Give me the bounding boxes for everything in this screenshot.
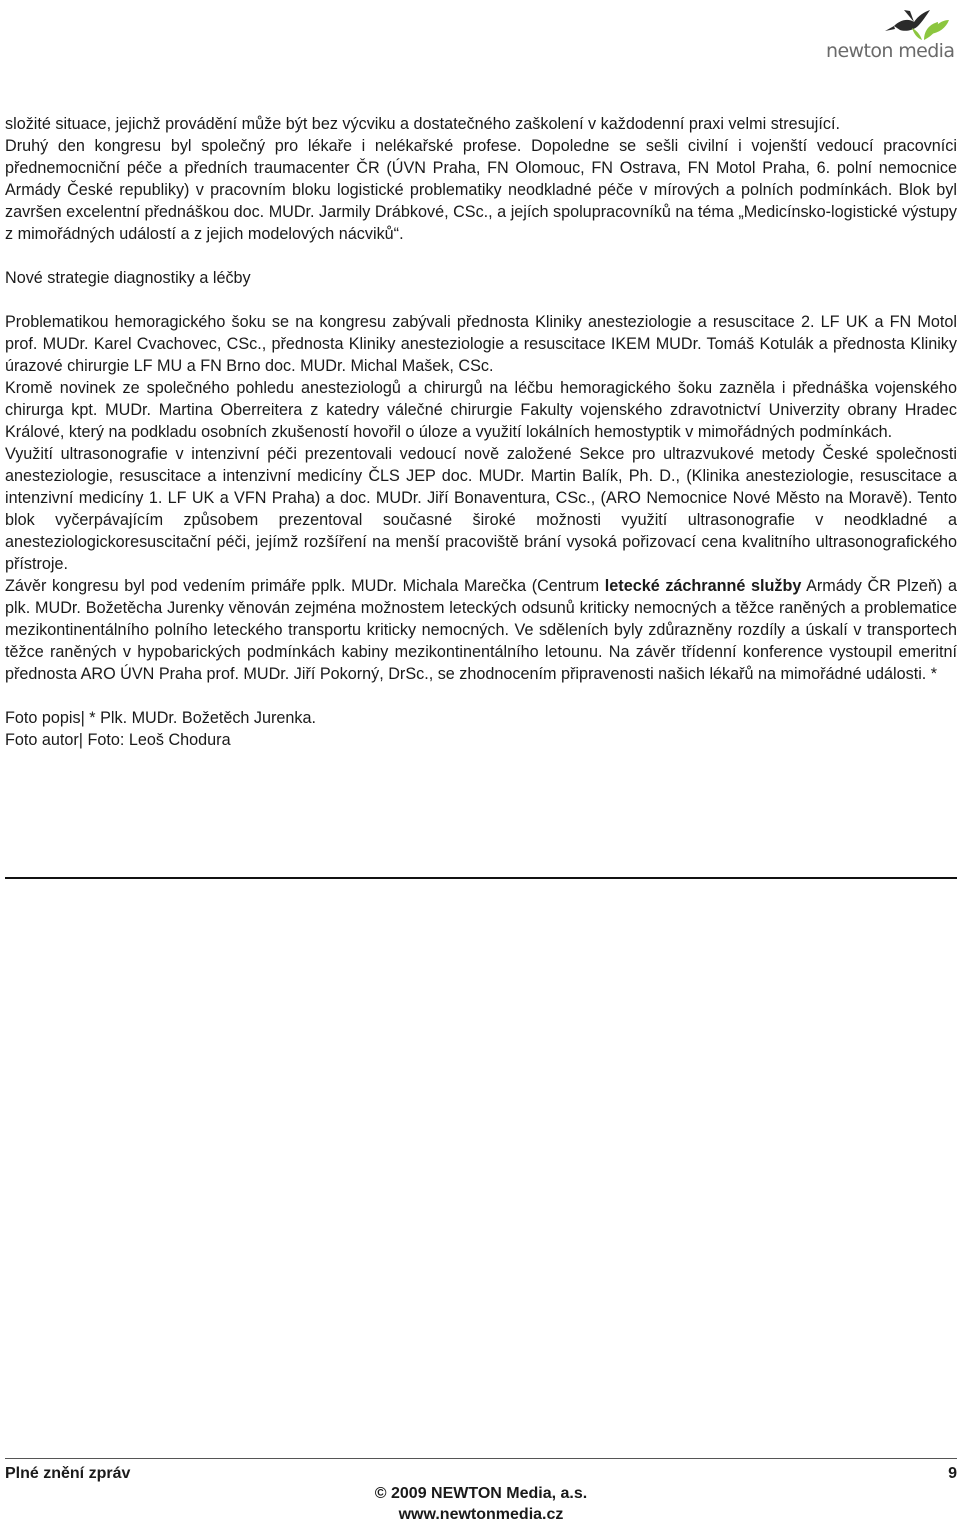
page-number: 9 bbox=[948, 1465, 957, 1482]
hummingbird-leaf-icon bbox=[884, 4, 950, 42]
photo-author: Foto autor| Foto: Leoš Chodura bbox=[5, 731, 231, 749]
paragraph-text: Armády ČR Plzeň) a plk. MUDr. Božetěcha Jurenky věnován zejména možnostem leteckých odsunů kriticky nemocných a těžce raněných a problematice mezikontinentálního polního leteckého transportu kriticky nemocných. Ve sděleních byly zdůrazněny rozdíly a úskalí v transportech těžce raněných v hypobarických podmínkách kabiny mezikontinentálního letounu. Na závěr třídenní konference vystoupil emeritní přednosta ARO ÚVN Praha prof. MUDr. Jiří Pokorný, DrSc., se zhodnocením připravenosti našich lékařů na mimořádné události. * bbox=[5, 577, 957, 683]
bold-phrase: letecké záchranné služby bbox=[604, 577, 802, 595]
copyright-notice: © 2009 NEWTON Media, a.s. bbox=[374, 1485, 588, 1502]
article-body bbox=[5, 113, 957, 751]
footer-label: Plné znění zpráv bbox=[5, 1465, 131, 1482]
logo-wordmark: newton media bbox=[826, 40, 955, 62]
footer-divider bbox=[5, 1458, 957, 1459]
paragraph bbox=[5, 575, 957, 685]
paragraph: složité situace, jejichž provádění může být bez výcviku a dostatečného zaškolení v každodenní praxi velmi stresující. bbox=[5, 115, 840, 133]
paragraph-text: Závěr kongresu byl pod vedením primáře pplk. MUDr. Michala Marečka (Centrum bbox=[5, 577, 605, 595]
photo-caption: Foto popis| * Plk. MUDr. Božetěch Jurenka. bbox=[5, 709, 317, 727]
section-subheading: Nové strategie diagnostiky a léčby bbox=[5, 269, 251, 287]
paragraph: Využití ultrasonografie v intenzivní péči prezentovali vedoucí nově založené Sekce pro ultrazvukové metody České společnosti anesteziologie, resuscitace a intenzivní medicíny ČLS JEP doc. MUDr. Martin Balík, Ph. D., (Klinika anesteziologie, resuscitace a intenzivní medicíny 1. LF UK a VFN Praha) a doc. MUDr. Jiří Bonaventura, CSc., (ARO Nemocnice Nové Město na Moravě). Tento blok vyčerpávajícím způsobem prezentoval současné široké možnosti využití ultrasonografie v neodkladné a anesteziologickoresuscitační péči, jejímž rozšíření na menší pracoviště brání vysoká pořizovací cena kvalitního ultrasonografického přístroje. bbox=[5, 445, 957, 573]
paragraph: Kromě novinek ze společného pohledu anesteziologů a chirurgů na léčbu hemoragického šoku zazněla i přednáška vojenského chirurga kpt. MUDr. Martina Oberreitera z katedry válečné chirurgie Fakulty vojenského zdravotnictví Univerzity obrany Hradec Králové, který na podkladu osobních zkušeností hovořil o úloze a využití lokálních hemostyptik v mimořádných podmínkách. bbox=[5, 379, 957, 441]
article-end-divider bbox=[5, 877, 957, 879]
website-link[interactable]: www.newtonmedia.cz bbox=[398, 1506, 564, 1523]
paragraph: Druhý den kongresu byl společný pro lékaře i nelékařské profese. Dopoledne se sešli civilní i vojenští vedoucí pracovníci přednemocniční péče a předních traumacenter ČR (ÚVN Praha, FN Olomouc, FN Ostrava, FN Motol Praha, 6. polní nemocnice Armády České republiky) v pracovním bloku logistické problematiky neodkladné péče v mírových a polních podmínkách. Blok byl završen excelentní přednáškou doc. MUDr. Jarmily Drábkové, CSc., a jejích spolupracovníků na téma „Medicínsko-logistické výstupy z mimořádných událostí a z jejich modelových nácviků“. bbox=[5, 137, 957, 243]
page-footer bbox=[5, 1463, 957, 1523]
paragraph: Problematikou hemoragického šoku se na kongresu zabývali přednosta Kliniky anesteziologie a resuscitace 2. LF UK a FN Motol prof. MUDr. Karel Cvachovec, CSc., přednosta Kliniky anesteziologie a resuscitace IKEM MUDr. Tomáš Kotulák a přednosta Kliniky úrazové chirurgie LF MU a FN Brno doc. MUDr. Michal Mašek, CSc. bbox=[5, 313, 957, 375]
footer-publisher bbox=[5, 1483, 957, 1525]
newton-media-logo bbox=[826, 4, 956, 68]
